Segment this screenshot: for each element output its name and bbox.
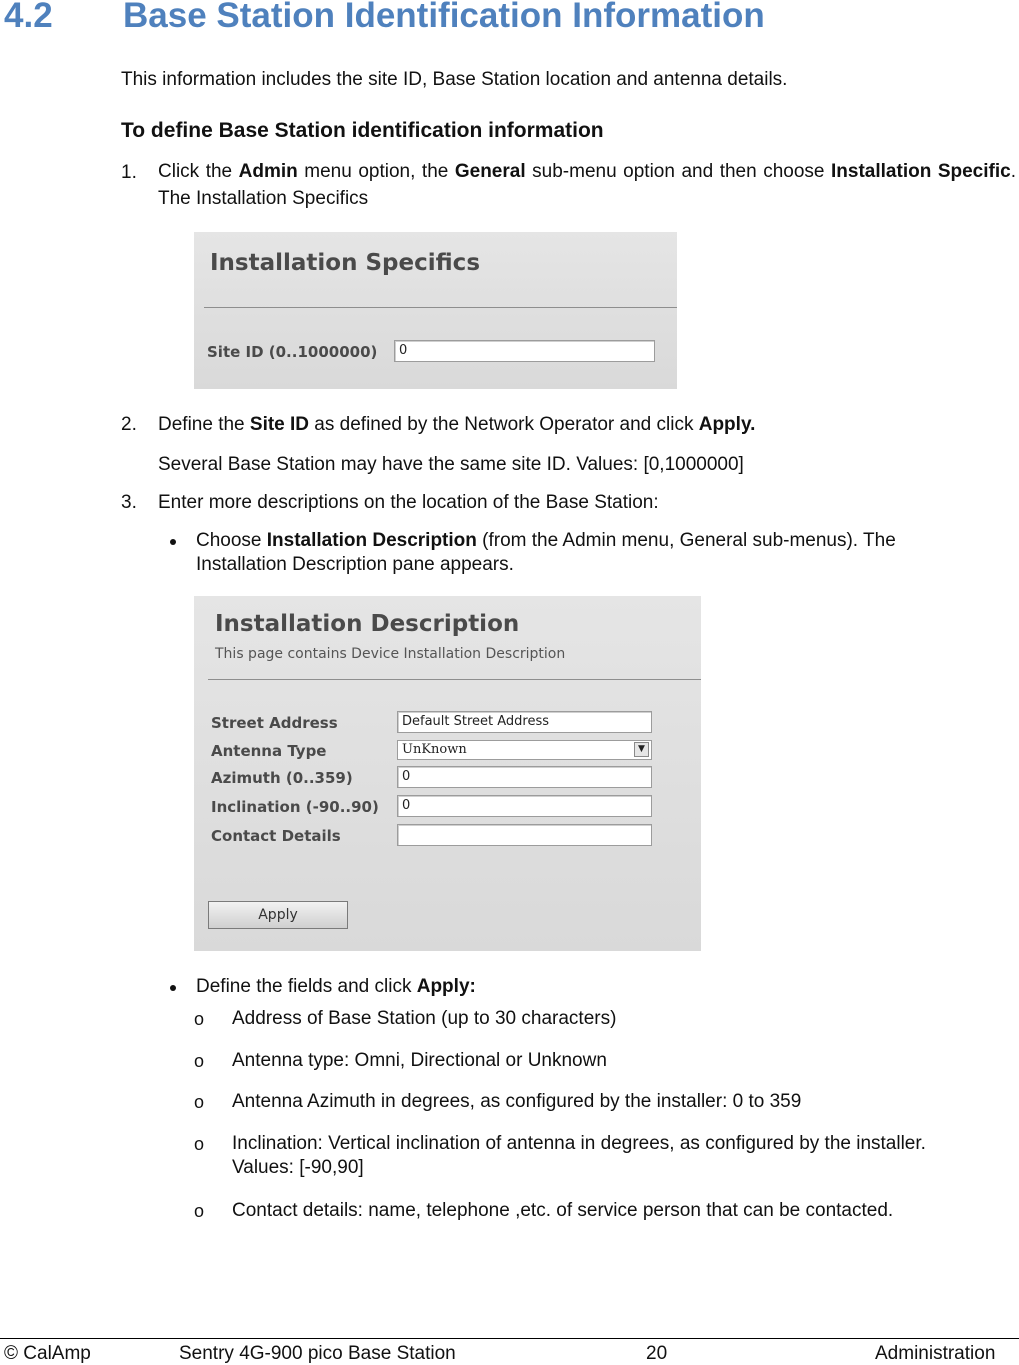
- list-marker: o: [194, 1009, 205, 1029]
- step-3-number: 3.: [121, 492, 137, 513]
- list-marker: o: [194, 1201, 205, 1221]
- divider: [208, 679, 701, 680]
- footer-product: Sentry 4G-900 pico Base Station: [179, 1343, 456, 1364]
- bullet: [170, 985, 176, 991]
- bullet: [170, 539, 176, 545]
- installation-specifics-screenshot: [194, 232, 677, 389]
- field-note-street-address: Address of Base Station (up to 30 characters): [232, 1008, 617, 1029]
- apply-button[interactable]: Apply: [208, 901, 348, 929]
- installation-description-screenshot: [194, 596, 701, 951]
- field-note-azimuth: Antenna Azimuth in degrees, as configured by the installer: 0 to 359: [232, 1091, 802, 1112]
- field-note-inclination: Inclination: Vertical inclination of antenna in degrees, as configured by the installer. Values: [-90,90]: [232, 1133, 926, 1178]
- chevron-down-icon[interactable]: ▼: [634, 742, 649, 757]
- inclination-input[interactable]: 0: [397, 795, 652, 817]
- footer-rule: [0, 1338, 1019, 1339]
- screenshot-title: Installation Description: [215, 611, 520, 637]
- step-2-note: Several Base Station may have the same site ID. Values: [0,1000000]: [158, 454, 744, 475]
- antenna-type-select[interactable]: [397, 740, 652, 760]
- antenna-type-value: UnKnown: [402, 742, 467, 757]
- footer-copyright: © CalAmp: [4, 1343, 91, 1364]
- procedure-heading: To define Base Station identification information: [121, 119, 604, 142]
- inclination-label: Inclination (-90..90): [211, 798, 379, 816]
- list-marker: o: [194, 1051, 205, 1071]
- step-2-number: 2.: [121, 414, 137, 435]
- field-note-antenna-type: Antenna type: Omni, Directional or Unknown: [232, 1050, 607, 1071]
- screenshot-title: Installation Specifics: [210, 250, 481, 276]
- intro-paragraph: This information includes the site ID, Base Station location and antenna details.: [121, 69, 788, 90]
- bullet-2-text: Define the fields and click Apply:: [196, 976, 476, 997]
- street-address-label: Street Address: [211, 714, 338, 732]
- divider: [204, 307, 677, 308]
- list-marker: o: [194, 1092, 205, 1112]
- azimuth-label: Azimuth (0..359): [211, 769, 353, 787]
- contact-details-input[interactable]: [397, 824, 652, 846]
- footer-section: Administration: [875, 1343, 996, 1364]
- step-3-text: Enter more descriptions on the location of the Base Station:: [158, 492, 659, 513]
- footer-page-number: 20: [646, 1343, 668, 1364]
- antenna-type-label: Antenna Type: [211, 742, 327, 760]
- bullet-1-text: Choose Installation Description (from the Admin menu, General sub-menus). The Installation Description pane appears.: [196, 530, 896, 575]
- screenshot-subtitle: This page contains Device Installation Description: [215, 646, 566, 662]
- site-id-input[interactable]: 0: [394, 340, 655, 362]
- contact-details-label: Contact Details: [211, 827, 341, 845]
- section-number: 4.2: [4, 0, 53, 35]
- step-1-text: Click the Admin menu option, the General sub-menu option and then choose Installation Specific. The Installation Specifics: [158, 161, 1016, 209]
- step-2-text: Define the Site ID as defined by the Network Operator and click Apply.: [158, 414, 756, 435]
- azimuth-input[interactable]: 0: [397, 766, 652, 788]
- section-title: Base Station Identification Information: [123, 0, 765, 35]
- field-note-contact-details: Contact details: name, telephone ,etc. of service person that can be contacted.: [232, 1200, 894, 1221]
- step-1-number: 1.: [121, 162, 137, 183]
- street-address-input[interactable]: Default Street Address: [397, 711, 652, 733]
- site-id-label: Site ID (0..1000000): [207, 343, 378, 361]
- list-marker: o: [194, 1134, 205, 1154]
